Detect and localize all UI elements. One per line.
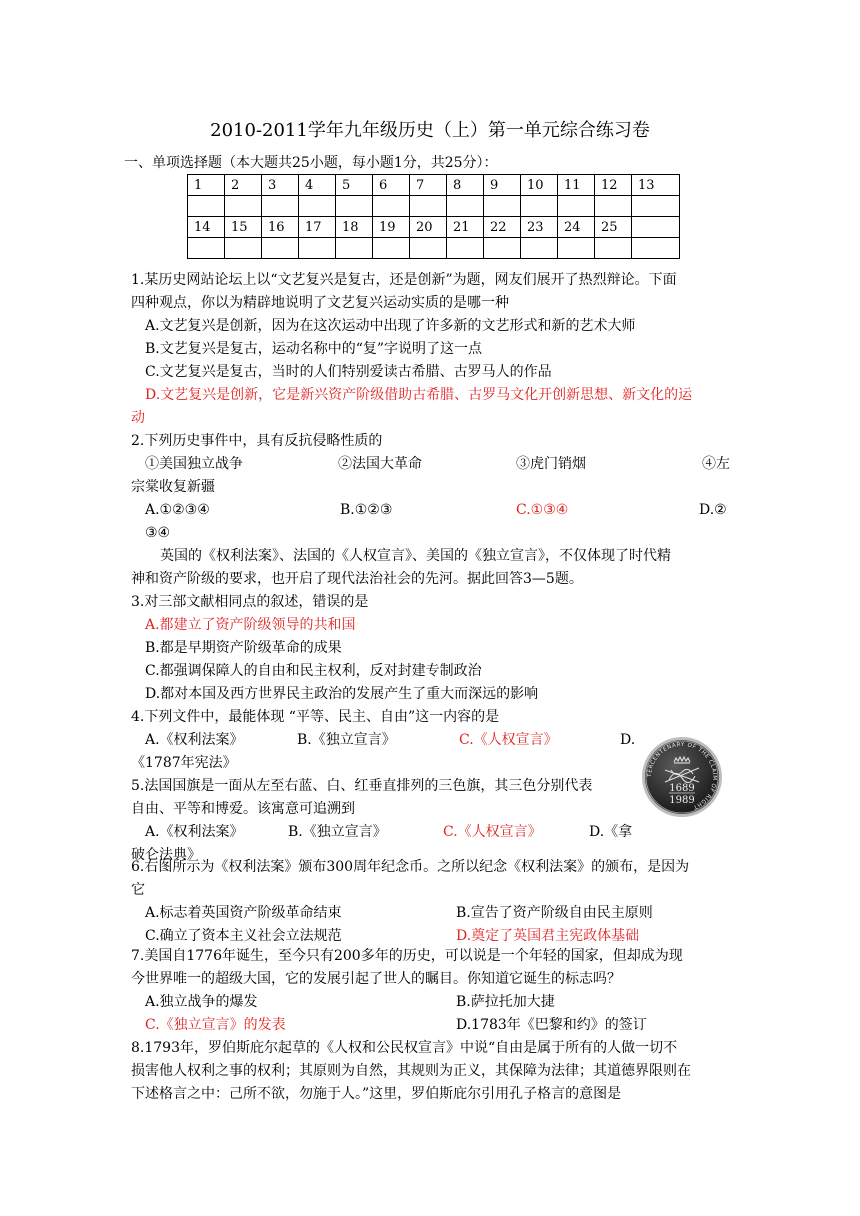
answer-cell[interactable] (447, 196, 484, 217)
table-cell: 13 (632, 175, 680, 196)
question-1-option-a: A.文艺复兴是创新，因为在这次运动中出现了许多新的文艺形式和新的艺术大师 (145, 318, 636, 334)
question-2-option-d: D.② (699, 502, 727, 518)
question-3-option-a-answer: A.都建立了资产阶级领导的共和国 (145, 617, 356, 633)
page-title: 2010-2011学年九年级历史（上）第一单元综合练习卷 (210, 120, 650, 141)
table-cell: 4 (299, 175, 336, 196)
answer-cell[interactable] (225, 196, 262, 217)
question-2-item-4: 宗棠收复新疆 (131, 479, 215, 495)
answer-table-blank-row (188, 238, 680, 259)
answer-cell[interactable] (188, 238, 225, 259)
question-5-stem: 自由、平等和博爱。该寓意可追溯到 (131, 801, 355, 817)
question-4-option-d: D. (620, 732, 636, 748)
question-7-option-b: B.萨拉托加大捷 (456, 994, 555, 1010)
question-7-option-d: D.1783年《巴黎和约》的签订 (456, 1017, 647, 1033)
answer-cell[interactable] (521, 196, 558, 217)
question-4-option-a: A.《权利法案》 (145, 732, 244, 748)
answer-cell[interactable] (373, 238, 410, 259)
table-cell: 6 (373, 175, 410, 196)
answer-cell[interactable] (484, 196, 521, 217)
question-6-option-a: A.标志着英国资产阶级革命结束 (145, 905, 342, 921)
answer-cell[interactable] (595, 238, 632, 259)
question-2-option-d: ③④ (145, 525, 171, 541)
table-cell: 21 (447, 217, 484, 238)
table-cell: 5 (336, 175, 373, 196)
answer-cell[interactable] (225, 238, 262, 259)
answer-cell[interactable] (373, 196, 410, 217)
question-8-stem: 下述格言之中：己所不欲，勿施于人。”这里，罗伯斯庇尔引用孔子格言的意图是 (131, 1086, 622, 1102)
table-cell (632, 217, 680, 238)
question-4-option-d: 《1787年宪法》 (131, 755, 237, 771)
commemorative-coin-image (641, 736, 723, 818)
table-cell: 24 (558, 217, 595, 238)
table-cell: 9 (484, 175, 521, 196)
question-3-option-b: B.都是早期资产阶级革命的成果 (145, 640, 342, 656)
answer-cell[interactable] (632, 196, 680, 217)
table-cell: 10 (521, 175, 558, 196)
answer-cell[interactable] (484, 238, 521, 259)
table-cell: 17 (299, 217, 336, 238)
question-8-stem: 损害他人权利之事的权利；其原则为自然，其规则为正义，其保障为法律；其道德界限则在 (131, 1063, 691, 1079)
table-cell: 7 (410, 175, 447, 196)
answer-cell[interactable] (336, 238, 373, 259)
answer-cell[interactable] (632, 238, 680, 259)
question-2-item-3: ③虎门销烟 (516, 456, 586, 472)
answer-table (187, 174, 680, 259)
answer-table-row (188, 217, 680, 238)
question-6-option-d-answer: D.奠定了英国君主宪政体基础 (456, 928, 640, 944)
question-4-stem: 4.下列文件中，最能体现 “平等、民主、自由”这一内容的是 (131, 709, 500, 725)
question-5-option-c-answer: C.《人权宣言》 (443, 824, 542, 840)
answer-table-row (188, 175, 680, 196)
question-3-stem: 3.对三部文献相同点的叙述，错误的是 (131, 594, 369, 610)
question-7-option-c-answer: C.《独立宣言》的发表 (145, 1017, 286, 1033)
coin-ring-text: TERCENTENARY OF THE CLAIM OF RIGHT (646, 741, 718, 810)
table-cell: 18 (336, 217, 373, 238)
question-4-option-c-answer: C.《人权宣言》 (459, 732, 558, 748)
question-6-option-c: C.确立了资本主义社会立法规范 (145, 928, 342, 944)
table-cell: 16 (262, 217, 299, 238)
question-2-stem: 2.下列历史事件中，具有反抗侵略性质的 (131, 433, 383, 449)
question-3-option-d: D.都对本国及西方世界民主政治的发展产生了重大而深远的影响 (145, 686, 539, 702)
question-1-option-c: C.文艺复兴是复古，当时的人们特别爱读古希腊、古罗马人的作品 (145, 364, 552, 380)
question-6-stem: 它 (131, 882, 145, 898)
question-7-stem: 7.美国自1776年诞生，至今只有200多年的历史，可以说是一个年轻的国家，但却成为现 (131, 948, 683, 964)
table-cell: 25 (595, 217, 632, 238)
table-cell: 1 (188, 175, 225, 196)
question-3-option-c: C.都强调保障人的自由和民主权利，反对封建专制政治 (145, 663, 482, 679)
answer-cell[interactable] (299, 238, 336, 259)
question-7-option-a: A.独立战争的爆发 (145, 994, 258, 1010)
table-cell: 23 (521, 217, 558, 238)
answer-cell[interactable] (447, 238, 484, 259)
question-7-stem: 今世界唯一的超级大国，它的发展引起了世人的瞩目。你知道它诞生的标志吗？ (131, 971, 621, 987)
question-2-item-2: ②法国大革命 (338, 456, 422, 472)
coin-year-bottom: 1989 (669, 795, 695, 806)
table-cell: 11 (558, 175, 595, 196)
question-5-stem: 5.法国国旗是一面从左至右蓝、白、红垂直排列的三色旗，其三色分别代表 (131, 778, 593, 794)
reading-passage: 神和资产阶级的要求，也开启了现代法治社会的先河。据此回答3—5题。 (131, 571, 583, 587)
question-2-option-b: B.①②③ (340, 502, 393, 518)
question-1-option-b: B.文艺复兴是复古，运动名称中的“复”字说明了这一点 (145, 341, 483, 357)
table-cell: 8 (447, 175, 484, 196)
table-cell: 12 (595, 175, 632, 196)
answer-cell[interactable] (410, 238, 447, 259)
question-2-item-4: ④左 (702, 456, 730, 472)
answer-cell[interactable] (262, 238, 299, 259)
question-1-option-d-answer: D.文艺复兴是创新，它是新兴资产阶级借助古希腊、古罗马文化开创新思想、新文化的运 (145, 387, 693, 403)
answer-cell[interactable] (558, 196, 595, 217)
answer-table-blank-row (188, 196, 680, 217)
question-5-option-b: B.《独立宣言》 (288, 824, 387, 840)
question-4-option-b: B.《独立宣言》 (297, 732, 396, 748)
table-cell: 14 (188, 217, 225, 238)
question-1-option-d-answer: 动 (131, 410, 145, 426)
question-6-option-b: B.宣告了资产阶级自由民主原则 (456, 905, 653, 921)
question-2-item-1: ①美国独立战争 (145, 456, 243, 472)
question-6-stem: 6.右图所示为《权利法案》颁布300周年纪念币。之所以纪念《权利法案》的颁布，是因为 (131, 859, 690, 875)
question-5-option-d: D.《拿 (589, 824, 633, 840)
question-2-option-c-answer: C.①③④ (516, 502, 569, 518)
question-8-stem: 8.1793年，罗伯斯庇尔起草的《人权和公民权宣言》中说“自由是属于所有的人做一切不 (131, 1040, 678, 1056)
section-heading: 一、单项选择题（本大题共25小题，每小题1分，共25分）： (124, 155, 498, 171)
table-cell: 20 (410, 217, 447, 238)
answer-cell[interactable] (521, 238, 558, 259)
answer-cell[interactable] (262, 196, 299, 217)
question-1-stem: 1.某历史网站论坛上以“文艺复兴是复古，还是创新”为题，网友们展开了热烈辩论。下面 (131, 272, 677, 288)
coin-year-top: 1689 (669, 783, 695, 794)
answer-cell[interactable] (558, 238, 595, 259)
table-cell: 15 (225, 217, 262, 238)
answer-cell[interactable] (188, 196, 225, 217)
question-5-option-d: 破仑法典》 (131, 847, 201, 863)
table-cell: 22 (484, 217, 521, 238)
answer-cell[interactable] (410, 196, 447, 217)
table-cell: 2 (225, 175, 262, 196)
table-cell: 19 (373, 217, 410, 238)
answer-cell[interactable] (336, 196, 373, 217)
table-cell: 3 (262, 175, 299, 196)
question-1-stem: 四种观点，你以为精辟地说明了文艺复兴运动实质的是哪一种 (131, 295, 509, 311)
question-2-option-a: A.①②③④ (145, 502, 210, 518)
answer-cell[interactable] (595, 196, 632, 217)
answer-cell[interactable] (299, 196, 336, 217)
reading-passage: 英国的《权利法案》、法国的《人权宣言》、美国的《独立宣言》，不仅体现了时代精 (160, 548, 671, 564)
question-5-option-a: A.《权利法案》 (145, 824, 244, 840)
